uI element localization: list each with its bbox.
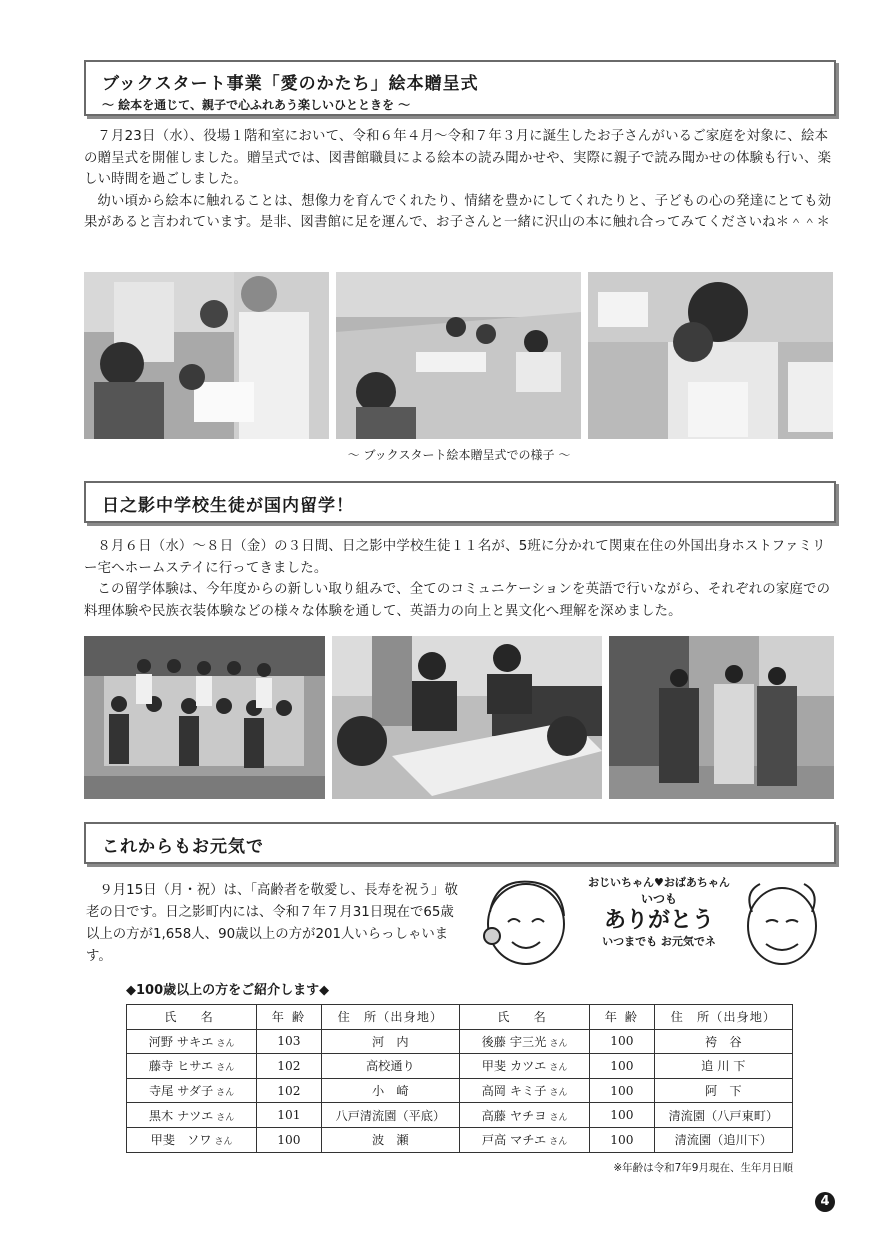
address-value: 高校通り [365, 1059, 415, 1074]
person-name: 黒木 ナツエ [148, 1108, 214, 1123]
address-value: 袴 谷 [705, 1034, 742, 1049]
honorific: さん [549, 1137, 568, 1148]
table-row [127, 1103, 793, 1128]
column-header: 氏 名 [459, 1005, 589, 1030]
name-cell [127, 1078, 257, 1103]
address-value: 阿 下 [705, 1084, 742, 1099]
age-cell [257, 1029, 322, 1054]
honorific: さん [549, 1038, 568, 1049]
centenarian-table [126, 1004, 793, 1153]
name-cell [127, 1127, 257, 1152]
person-name: 高岡 キミ子 [481, 1084, 547, 1099]
name-cell [459, 1103, 589, 1128]
name-cell [459, 1029, 589, 1054]
person-name: 甲斐 ソワ [150, 1133, 212, 1148]
paragraph: ７月23日（水）、役場１階和室において、令和６年４月～令和７年３月に誕生したお子さんがいるご家庭を対象に、絵本の贈呈式を開催しました。贈呈式では、図書館職員による絵本の読み聞かせや、実際に親子で読み聞かせの体験も行い、楽しい時間を過ごしました。 [84, 129, 832, 187]
honorific: さん [549, 1088, 568, 1099]
age-cell [590, 1127, 655, 1152]
age-cell [257, 1054, 322, 1079]
name-cell [127, 1054, 257, 1079]
section1-body [84, 126, 834, 234]
address-value: 小 崎 [372, 1084, 409, 1099]
name-cell [127, 1103, 257, 1128]
table-row [127, 1054, 793, 1079]
section2-body [84, 536, 834, 622]
honorific: さん [549, 1063, 568, 1074]
column-header: 年 齢 [590, 1005, 655, 1030]
photo-costumes [609, 636, 834, 799]
age-value: 100 [610, 1058, 634, 1073]
section-title: ブックスタート事業「愛のかたち」絵本贈呈式 [102, 74, 479, 94]
age-cell [257, 1103, 322, 1128]
photo-reading-room [336, 272, 581, 439]
person-name: 戸高 マチエ [481, 1133, 547, 1148]
age-cell [590, 1054, 655, 1079]
age-value: 100 [610, 1108, 634, 1123]
section-title: 日之影中学校生徒が国内留学！ [102, 496, 354, 516]
honorific: さん [216, 1038, 235, 1049]
page-number: 4 [815, 1192, 835, 1212]
age-cell [590, 1103, 655, 1128]
person-name: 寺尾 サダ子 [148, 1084, 214, 1099]
address-cell [321, 1103, 459, 1128]
age-cell [590, 1029, 655, 1054]
address-cell [321, 1029, 459, 1054]
section-subtitle: ～ 絵本を通じて、親子で心ふれあう楽しいひとときを ～ [102, 98, 411, 112]
illustration-text: ありがとう [603, 907, 714, 933]
column-header: 氏 名 [127, 1005, 257, 1030]
honorific: さん [549, 1112, 568, 1123]
honorific: さん [214, 1137, 233, 1148]
column-header: 年 齢 [257, 1005, 322, 1030]
age-cell [590, 1078, 655, 1103]
address-value: 河 内 [372, 1034, 409, 1049]
name-cell [459, 1078, 589, 1103]
name-cell [459, 1127, 589, 1152]
table-header-row [127, 1005, 793, 1030]
table-footnote: ※年齢は令和7年9月現在、生年月日順 [613, 1162, 793, 1174]
age-value: 103 [277, 1034, 301, 1049]
person-name: 後藤 宇三光 [481, 1034, 547, 1049]
photo-group [84, 636, 325, 799]
address-cell [654, 1103, 792, 1128]
address-value: 八戸清流園（平底） [335, 1108, 446, 1123]
table-row [127, 1029, 793, 1054]
column-header: 住 所（出身地） [654, 1005, 792, 1030]
name-cell [127, 1029, 257, 1054]
paragraph: 幼い頃から絵本に触れることは、想像力を育んでくれたり、情緒を豊かにしてくれたりと、子どもの心の発達にとても効果があると言われています。是非、図書館に足を運んで、お子さんと一緒に沢山の本に触れ合ってみてくださいね＊＾＾＊ [84, 193, 832, 230]
person-name: 甲斐 カツエ [481, 1059, 547, 1074]
address-cell [654, 1029, 792, 1054]
photo-book-gift [84, 272, 329, 439]
name-cell [459, 1054, 589, 1079]
column-header: 住 所（出身地） [321, 1005, 459, 1030]
age-value: 100 [610, 1083, 634, 1098]
photo-parent-child [588, 272, 833, 439]
photo-caption: ～ ブックスタート絵本贈呈式での様子 ～ [347, 448, 571, 462]
section-title: これからもお元気で [102, 837, 264, 857]
paragraph: この留学体験は、今年度からの新しい取り組みで、全てのコミュニケーションを英語で行いながら、それぞれの家庭での料理体験や民族衣装体験などの様々な体験を通して、英語力の向上と異文化へ理解を深めました。 [84, 582, 831, 619]
age-value: 100 [277, 1132, 301, 1147]
honorific: さん [216, 1088, 235, 1099]
section3-body [86, 880, 466, 968]
honorific: さん [216, 1112, 235, 1123]
illustration-text: いつまでも お元気でネ [602, 935, 716, 948]
photo-dinner-table [332, 636, 602, 799]
address-cell [654, 1078, 792, 1103]
paragraph: ８月６日（水）～８日（金）の３日間、日之影中学校生徒１１名が、5班に分かれて関東在住の外国出身ホストファミリー宅へホームステイに行ってきました。 [84, 539, 826, 576]
address-cell [654, 1054, 792, 1079]
centenarian-list-heading: ◆100歳以上の方をご紹介します◆ [126, 983, 330, 998]
person-name: 高藤 ヤチヨ [481, 1108, 547, 1123]
illustration-text: いつも [640, 892, 677, 906]
address-cell [321, 1127, 459, 1152]
table-row [127, 1078, 793, 1103]
person-name: 河野 サキエ [148, 1034, 214, 1049]
age-value: 100 [610, 1034, 634, 1049]
honorific: さん [216, 1063, 235, 1074]
address-cell [321, 1078, 459, 1103]
address-cell [321, 1054, 459, 1079]
age-cell [257, 1078, 322, 1103]
age-cell [257, 1127, 322, 1152]
section-booksart-header [84, 60, 836, 116]
grandparents-illustration [476, 872, 834, 970]
address-value: 波 瀬 [372, 1133, 409, 1148]
age-value: 101 [277, 1108, 301, 1123]
section-respect-aged-header [84, 822, 836, 864]
age-value: 100 [610, 1132, 634, 1147]
age-value: 102 [277, 1058, 301, 1073]
address-value: 清流園（追川下） [674, 1133, 773, 1148]
address-value: 清流園（八戸東町） [668, 1108, 779, 1123]
table-row [127, 1127, 793, 1152]
address-value: 追 川 下 [701, 1059, 746, 1074]
person-name: 藤寺 ヒサエ [148, 1059, 214, 1074]
section-exchange-header [84, 481, 836, 523]
age-value: 102 [277, 1083, 301, 1098]
address-cell [654, 1127, 792, 1152]
paragraph: ９月15日（月・祝）は、「高齢者を敬愛し、長寿を祝う」敬老の日です。日之影町内には、令和７年７月31日現在で65歳以上の方が1,658人、90歳以上の方が201人いらっしゃいます。 [86, 883, 458, 964]
illustration-text: おじいちゃん♥おばあちゃん [588, 876, 730, 889]
